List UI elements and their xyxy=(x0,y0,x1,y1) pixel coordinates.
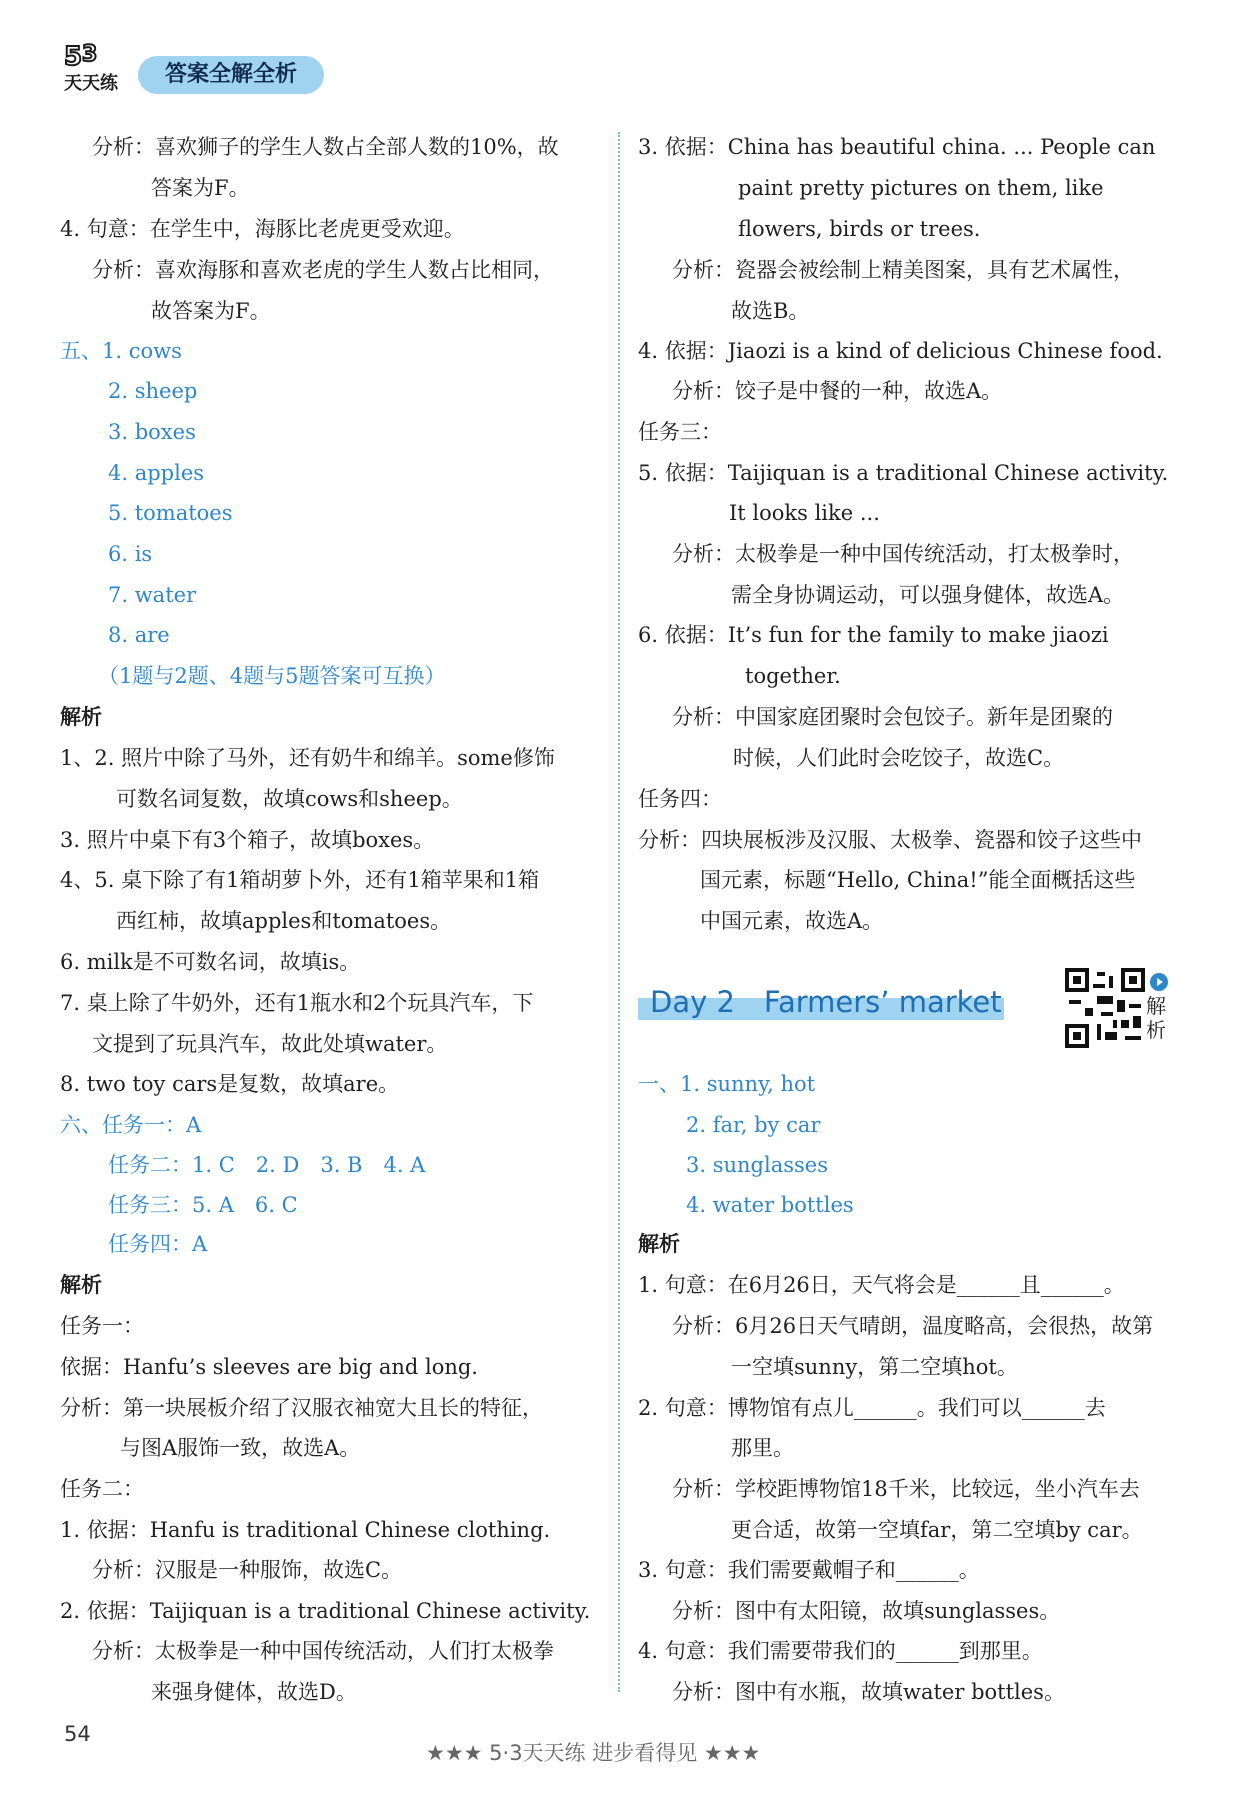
text-line: 一空填sunny，第二空填hot。 xyxy=(731,1355,1018,1379)
text-line: 任务三： xyxy=(638,420,722,444)
text-line: 任务三：5. A 6. C xyxy=(108,1193,298,1217)
text-line: 分析：太极拳是一种中国传统活动，打太极拳时， xyxy=(672,542,1134,566)
text-line: 6. 依据：It’s fun for the family to make jiaozi xyxy=(638,623,1109,647)
day-title: Day 2 Farmers’ market xyxy=(650,985,1002,1019)
qr-label: 解析 xyxy=(1146,994,1166,1042)
text-line: 3. 依据：China has beautiful china. ... People can xyxy=(638,135,1156,159)
text-line: 依据：Hanfu’s sleeves are big and long. xyxy=(60,1355,478,1379)
text-line: 可数名词复数，故填cows和sheep。 xyxy=(116,787,463,811)
text-line: 分析：图中有水瓶，故填water bottles。 xyxy=(672,1680,1065,1704)
logo-53 xyxy=(60,35,126,93)
text-line: 来强身健体，故选D。 xyxy=(151,1680,357,1704)
svg-text:5: 5 xyxy=(64,42,83,72)
text-line: 3. 照片中桌下有3个箱子，故填boxes。 xyxy=(60,828,435,852)
section-heading: 解析 xyxy=(60,705,102,729)
text-line: 5. 依据：Taijiquan is a traditional Chinese activity. xyxy=(638,461,1169,485)
text-line: 与图A服饰一致，故选A。 xyxy=(120,1436,361,1460)
text-line: 分析：瓷器会被绘制上精美图案，具有艺术属性， xyxy=(672,258,1134,282)
text-line: 一、1. sunny, hot xyxy=(638,1072,816,1096)
text-line: 国元素，标题“Hello, China!”能全面概括这些 xyxy=(700,868,1136,892)
text-line: 5. tomatoes xyxy=(108,501,233,525)
text-line: 7. water xyxy=(108,583,197,607)
text-line: It looks like ... xyxy=(729,501,880,525)
text-line: 中国元素，故选A。 xyxy=(700,909,884,933)
text-line: 任务二： xyxy=(60,1477,144,1501)
text-line: 2. 句意：博物馆有点儿______。我们可以______去 xyxy=(638,1396,1106,1420)
column-divider xyxy=(618,132,620,1692)
text-line: 任务一： xyxy=(60,1314,144,1338)
text-line: 文提到了玩具汽车，故此处填water。 xyxy=(92,1032,448,1056)
day-banner xyxy=(638,980,1004,1024)
text-line: 1. 句意：在6月26日，天气将会是______且______。 xyxy=(638,1273,1125,1297)
text-line: 六、任务一：A xyxy=(60,1113,202,1137)
text-line: 任务四：A xyxy=(108,1232,208,1256)
text-line: 分析：图中有太阳镜，故填sunglasses。 xyxy=(672,1599,1061,1623)
text-line: 3. 句意：我们需要戴帽子和______。 xyxy=(638,1558,980,1582)
text-line: 分析：太极拳是一种中国传统活动，人们打太极拳 xyxy=(92,1639,554,1663)
text-line: 分析：四块展板涉及汉服、太极拳、瓷器和饺子这些中 xyxy=(638,828,1142,852)
text-line: （1题与2题、4题与5题答案可互换） xyxy=(98,664,446,688)
text-line: 分析：汉服是一种服饰，故选C。 xyxy=(92,1558,403,1582)
text-line: 五、1. cows xyxy=(60,339,182,363)
text-line: 那里。 xyxy=(731,1436,794,1460)
section-heading: 解析 xyxy=(638,1232,680,1256)
text-line: 4. 依据：Jiaozi is a kind of delicious Chinese food. xyxy=(638,339,1163,363)
text-line: paint pretty pictures on them, like xyxy=(738,176,1104,200)
text-line: 故答案为F。 xyxy=(151,299,271,323)
text-line: 分析：喜欢海豚和喜欢老虎的学生人数占比相同， xyxy=(92,258,554,282)
text-line: 分析：6月26日天气晴朗，温度略高，会很热，故第 xyxy=(672,1314,1154,1338)
text-line: 4. 句意：我们需要带我们的______到那里。 xyxy=(638,1639,1043,1663)
text-line: 4. water bottles xyxy=(686,1193,854,1217)
text-line: 分析：饺子是中餐的一种，故选A。 xyxy=(672,379,1003,403)
header-title: 答案全解全析 xyxy=(138,56,324,94)
text-line: 时候，人们此时会吃饺子，故选C。 xyxy=(733,746,1065,770)
qr-code-icon[interactable] xyxy=(1065,968,1145,1048)
text-line: 分析：第一块展板介绍了汉服衣袖宽大且长的特征， xyxy=(60,1396,543,1420)
text-line: 7. 桌上除了牛奶外，还有1瓶水和2个玩具汽车，下 xyxy=(60,991,534,1015)
text-line: 6. milk是不可数名词，故填is。 xyxy=(60,950,361,974)
text-line: 分析：喜欢狮子的学生人数占全部人数的10%，故 xyxy=(92,135,559,159)
text-line: 2. 依据：Taijiquan is a traditional Chinese activity. xyxy=(60,1599,591,1623)
text-line: 任务四： xyxy=(638,787,722,811)
text-line: 8. two toy cars是复数，故填are。 xyxy=(60,1072,400,1096)
text-line: 分析：学校距博物馆18千米，比较远，坐小汽车去 xyxy=(672,1477,1140,1501)
text-line: 更合适，故第一空填far，第二空填by car。 xyxy=(731,1518,1143,1542)
text-line: 需全身协调运动，可以强身健体，故选A。 xyxy=(731,583,1125,607)
text-line: 4. 句意：在学生中，海豚比老虎更受欢迎。 xyxy=(60,217,465,241)
text-line: 答案为F。 xyxy=(151,176,250,200)
text-line: 8. are xyxy=(108,623,170,647)
text-line: 3. sunglasses xyxy=(686,1153,828,1177)
text-line: 2. sheep xyxy=(108,379,198,403)
text-line: 故选B。 xyxy=(731,299,810,323)
text-line: 4. apples xyxy=(108,461,205,485)
section-heading: 解析 xyxy=(60,1273,102,1297)
play-icon[interactable] xyxy=(1150,973,1168,991)
text-line: 1. 依据：Hanfu is traditional Chinese clothing. xyxy=(60,1518,551,1542)
text-line: 2. far, by car xyxy=(686,1113,821,1137)
page-number: 54 xyxy=(64,1722,91,1746)
svg-text:天天练: 天天练 xyxy=(64,73,118,93)
footer-slogan: ★★★ 5·3天天练 进步看得见 ★★★ xyxy=(426,1741,761,1765)
text-line: 4、5. 桌下除了有1箱胡萝卜外，还有1箱苹果和1箱 xyxy=(60,868,540,892)
text-line: flowers, birds or trees. xyxy=(738,217,981,241)
text-line: 分析：中国家庭团聚时会包饺子。新年是团聚的 xyxy=(672,705,1113,729)
svg-text:3: 3 xyxy=(82,42,98,67)
text-line: 西红柿，故填apples和tomatoes。 xyxy=(116,909,452,933)
text-line: 1、2. 照片中除了马外，还有奶牛和绵羊。some修饰 xyxy=(60,746,555,770)
text-line: 6. is xyxy=(108,542,153,566)
text-line: 3. boxes xyxy=(108,420,196,444)
text-line: 任务二：1. C 2. D 3. B 4. A xyxy=(108,1153,426,1177)
text-line: together. xyxy=(745,664,841,688)
